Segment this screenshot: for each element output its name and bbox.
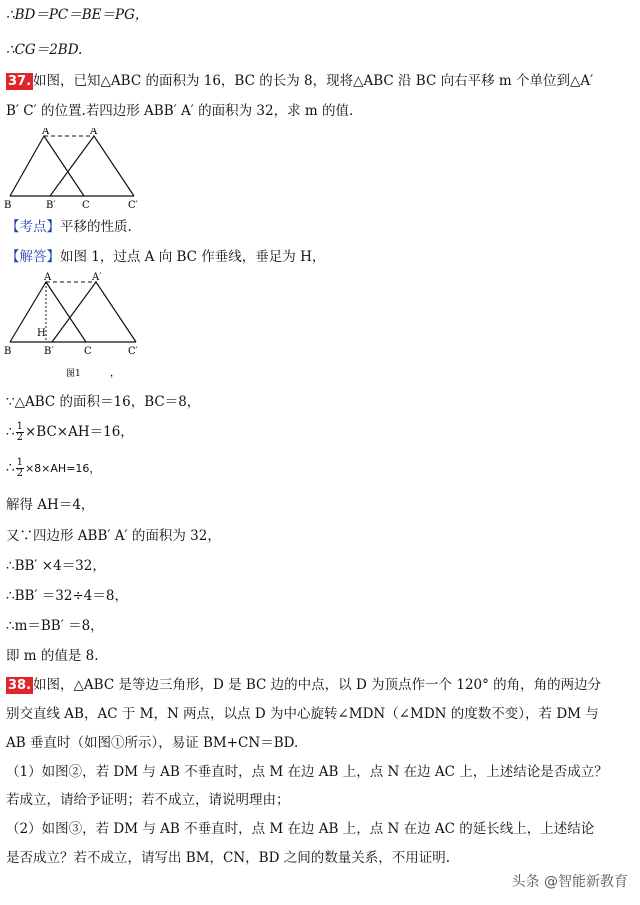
jieda-line (6, 248, 325, 266)
step-3-prefix: ∴ (6, 460, 15, 476)
figure-1 (4, 272, 154, 382)
watermark: 头条 @智能新教育 (511, 874, 628, 890)
question-2-line-1: （2）如图③，若 DM 与 AB 不垂直时，点 M 在边 AB 上，点 N 在边 AC 的延长线上，上述结论 (6, 821, 595, 837)
label-h: H (37, 328, 46, 339)
question-1-line-1: （1）如图②，若 DM 与 AB 不垂直时，点 M 在边 AB 上，点 N 在边 AC 上，上述结论是否成立？ (6, 764, 608, 780)
label-c: C (82, 200, 90, 210)
fraction-half (16, 422, 24, 443)
problem-38-line-3: AB 垂直时（如图①所示），易证 BM+CN＝BD. (6, 735, 299, 751)
question-2-line-2: 是否成立？若不成立，请写出 BM，CN，BD 之间的数量关系，不用证明. (6, 850, 451, 866)
label-b: B (4, 200, 12, 210)
step-4: 解得 AH＝4， (6, 497, 95, 513)
jieda-text: 如图 1，过点 A 向 BC 作垂线，垂足为 H， (60, 249, 326, 265)
problem-38-text-a: 如图，△ABC 是等边三角形，D 是 BC 边的中点，以 D 为顶点作一个 120° 的角，角的两边分 (33, 677, 602, 693)
problem-38-number: 38. (8, 678, 32, 693)
label-a: A (44, 272, 52, 283)
step-8: ∴m＝BB′ ＝8， (6, 618, 104, 634)
problem-37-text-a: 如图，已知△ABC 的面积为 16，BC 的长为 8，现将△ABC 沿 BC 向右平移 m 个单位到△A′ (33, 73, 594, 89)
fraction-numerator: 1 (16, 457, 23, 468)
figure-1-comma: ， (110, 368, 120, 379)
triangle-a2b2c2 (52, 282, 136, 342)
step-1: ∵△ABC 的面积＝16，BC＝8， (6, 394, 201, 410)
question-1-line-2: 若成立，请给予证明；若不成立，请说明理由； (6, 792, 290, 808)
fraction-denominator: 2 (16, 468, 23, 479)
jieda-tag: 【解答】 (6, 249, 60, 265)
step-3 (6, 458, 100, 479)
kaodian-line (6, 218, 132, 236)
step-6: ∴BB′ ×4＝32， (6, 558, 106, 574)
label-a-prime: A′ (90, 128, 100, 137)
line-bd-pc: ∴BD＝PC＝BE＝PG， (6, 7, 149, 23)
figure-1-caption: 图1 (66, 369, 81, 379)
problem-38-line-2: 别交直线 AB，AC 于 M，N 两点，以点 D 为中心旋转∠MDN（∠MDN 的度数不变），若 DM 与 (6, 706, 599, 722)
label-c-prime: C′ (128, 200, 138, 210)
triangle-a2b2c2 (50, 136, 134, 196)
label-a: A (42, 128, 50, 137)
step-7: ∴BB′ ＝32÷4＝8， (6, 588, 128, 604)
label-a-prime: A′ (92, 272, 102, 283)
problem-37-line-1 (6, 72, 593, 90)
step-2 (6, 422, 134, 443)
label-b: B (4, 346, 12, 357)
label-c-prime: C′ (128, 346, 138, 357)
label-b-prime: B′ (46, 200, 56, 210)
label-b-prime: B′ (44, 346, 54, 357)
line-cg-2bd: ∴CG＝2BD. (6, 42, 83, 58)
step-3-rest: ×8×AH=16， (24, 462, 101, 475)
problem-38-line-1 (6, 676, 601, 694)
fraction-denominator: 2 (16, 432, 23, 443)
triangle-abc (10, 136, 84, 196)
step-5: 又∵四边形 ABB′ A′ 的面积为 32， (6, 528, 221, 544)
step-9: 即 m 的值是 8. (6, 648, 99, 664)
problem-37-number: 37. (8, 74, 32, 89)
step-2-rest: ×BC×AH＝16， (24, 424, 134, 440)
fraction-numerator: 1 (16, 421, 23, 432)
label-c: C (84, 346, 92, 357)
fraction-half (16, 458, 24, 479)
kaodian-tag: 【考点】 (6, 219, 60, 235)
translation-figure-37 (4, 128, 154, 210)
kaodian-text: 平移的性质. (60, 219, 132, 235)
problem-37-line-2: B′ C′ 的位置.若四边形 ABB′ A′ 的面积为 32，求 m 的值. (6, 103, 354, 119)
step-2-prefix: ∴ (6, 424, 15, 440)
